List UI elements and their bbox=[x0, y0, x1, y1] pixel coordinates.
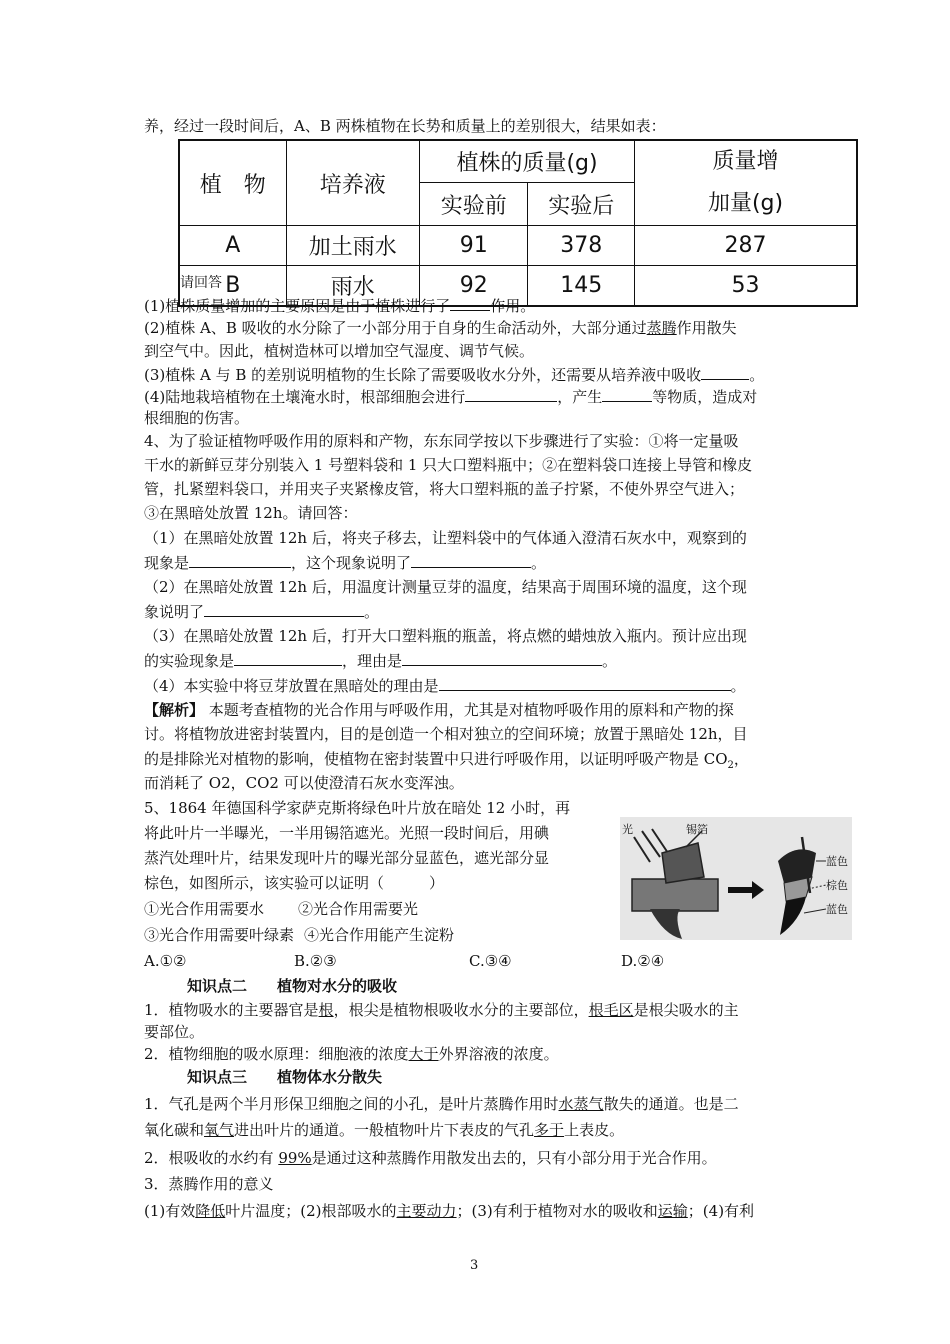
q5-options-row-1: ①光合作用需要水 ②光合作用需要光 bbox=[144, 900, 419, 918]
leaf-experiment-figure bbox=[620, 817, 852, 940]
q4-analysis-3: 的是排除光对植物的影响，使植物在密封装置中只进行呼吸作用，以证明呼吸产物是 $CO_2$， bbox=[144, 750, 749, 771]
q4-analysis-1: 【解析】 本题考查植物的光合作用与呼吸作用，尤其是对植物呼吸作用的原料和产物的探 bbox=[144, 701, 734, 719]
q3-item-2: (2)植株 A、B 吸收的水分除了一小部分用于自身的生命活动外，大部分通过蒸腾作用散失 bbox=[144, 319, 737, 337]
results-table bbox=[178, 139, 858, 307]
cell-plant: B bbox=[179, 266, 286, 306]
fig-label-brown: 棕色 bbox=[826, 879, 848, 892]
cell-medium: 加土雨水 bbox=[286, 226, 419, 266]
header-gain-line2: 加量(g) bbox=[707, 191, 784, 216]
k3-line-1: 1．气孔是两个半月形保卫细胞之间的小孔，是叶片蒸腾作用时水蒸气散失的通道。也是二 bbox=[144, 1095, 739, 1113]
q4-stem-3: 管，扎紧塑料袋口，并用夹子夹紧橡皮管，将大口塑料瓶的盖子拧紧，不使外界空气进入； bbox=[144, 480, 745, 498]
q3-item-3: (3)植株 A 与 B 的差别说明植物的生长除了需要吸收水分外，还需要从培养液中吸收 。 bbox=[144, 366, 765, 384]
q3-item-4: (4)陆地栽培植物在土壤淹水时，根部细胞会进行 ，产生 等物质，造成对 bbox=[144, 388, 758, 406]
k2-line-2: 2．植物细胞的吸水原理：细胞液的浓度大于外界溶液的浓度。 bbox=[144, 1045, 559, 1063]
header-gain-line1: 质量增 bbox=[712, 149, 779, 174]
q4-sub-4: （4）本实验中将豆芽放置在黑暗处的理由是 。 bbox=[144, 677, 746, 695]
table-row bbox=[179, 226, 857, 266]
q5-options-row-2: ③光合作用需要叶绿素 ④光合作用能产生淀粉 bbox=[144, 926, 455, 944]
q5-choice-a: A.①② bbox=[144, 952, 187, 970]
q4-analysis-4: 而消耗了 O2，CO2 可以使澄清石灰水变浑浊。 bbox=[144, 774, 464, 792]
k3-title: 知识点三 植物体水分散失 bbox=[187, 1068, 383, 1086]
q4-sub-2: （2）在黑暗处放置 12h 后，用温度计测量豆芽的温度，结果高于周围环境的温度，这个现 bbox=[144, 578, 747, 596]
fig-label-blue-bottom: 蓝色 bbox=[826, 903, 848, 916]
q3-item-1: (1)植株质量增加的主要原因是由于植株进行了 作用。 bbox=[144, 297, 536, 315]
q5-choice-c: C.③④ bbox=[469, 952, 512, 970]
fig-label-foil: 锡箔 bbox=[686, 823, 708, 836]
q5-choice-b: B.②③ bbox=[294, 952, 337, 970]
header-medium: 培养液 bbox=[286, 140, 419, 226]
q5-stem-2: 将此叶片一半曝光，一半用锡箔遮光。光照一段时间后，用碘 bbox=[144, 824, 550, 842]
k3-line-1-cont: 氧化碳和氧气进出叶片的通道。一般植物叶片下表皮的气孔多于上表皮。 bbox=[144, 1121, 625, 1139]
k3-line-3: 3．蒸腾作用的意义 bbox=[144, 1175, 274, 1193]
cell-after: 378 bbox=[528, 226, 635, 266]
q5-stem-3: 蒸汽处理叶片，结果发现叶片的曝光部分显蓝色，遮光部分显 bbox=[144, 849, 550, 867]
header-after: 实验后 bbox=[528, 183, 635, 226]
leaf-experiment-drawing bbox=[620, 817, 852, 940]
q4-analysis-2: 讨。将植物放进密封装置内，目的是创造一个相对独立的空间环境；放置于黑暗处 12h，目 bbox=[144, 725, 748, 743]
k3-line-2: 2．根吸收的水约有 99%是通过这种蒸腾作用散发出去的，只有小部分用于光合作用。 bbox=[144, 1149, 717, 1167]
cell-before: 91 bbox=[419, 226, 528, 266]
k2-line-1-cont: 要部位。 bbox=[144, 1023, 205, 1041]
cell-after: 145 bbox=[528, 266, 635, 306]
fig-label-light: 光 bbox=[622, 823, 633, 836]
header-mass: 植株的质量(g) bbox=[419, 140, 634, 183]
cell-gain: 287 bbox=[635, 226, 857, 266]
q4-sub-1: （1）在黑暗处放置 12h 后，将夹子移去，让塑料袋中的气体通入澄清石灰水中，观察到的 bbox=[144, 529, 747, 547]
overlap-label: 请回答 bbox=[180, 272, 222, 292]
intro-line: 养，经过一段时间后，A、B 两株植物在长势和质量上的差别很大，结果如表： bbox=[144, 117, 666, 135]
q4-stem-4: ③在黑暗处放置 12h。请回答： bbox=[144, 504, 358, 522]
k2-line-1: 1．植物吸水的主要器官是根，根尖是植物根吸收水分的主要部位，根毛区是根尖吸水的主 bbox=[144, 1001, 739, 1019]
fig-label-blue-top: 蓝色 bbox=[826, 855, 848, 868]
q4-sub-3: （3）在黑暗处放置 12h 后，打开大口塑料瓶的瓶盖，将点燃的蜡烛放入瓶内。预计应出现 bbox=[144, 627, 747, 645]
cell-gain: 53 bbox=[635, 266, 857, 306]
q5-stem-4: 棕色，如图所示，该实验可以证明（ ） bbox=[144, 874, 445, 892]
q5-stem-1: 5、1864 年德国科学家萨克斯将绿色叶片放在暗处 12 小时，再 bbox=[144, 799, 571, 817]
q4-sub-1-cont: 现象是 ，这个现象说明了 。 bbox=[144, 554, 547, 572]
q3-item-2-cont: 到空气中。因此，植树造林可以增加空气湿度、调节气候。 bbox=[144, 342, 535, 360]
q4-sub-2-cont: 象说明了 。 bbox=[144, 603, 380, 621]
cell-plant: A bbox=[179, 226, 286, 266]
header-gain bbox=[635, 140, 857, 226]
cell-before: 92 bbox=[419, 266, 528, 306]
q4-sub-3-cont: 的实验现象是 ，理由是 。 bbox=[144, 652, 618, 670]
header-before: 实验前 bbox=[419, 183, 528, 226]
q4-stem-1: 4、为了验证植物呼吸作用的原料和产物，东东同学按以下步骤进行了实验：①将一定量吸 bbox=[144, 432, 739, 450]
header-plant: 植 物 bbox=[179, 140, 286, 226]
q4-stem-2: 干水的新鲜豆芽分别装入 1 号塑料袋和 1 只大口塑料瓶中；②在塑料袋口连接上导管和橡皮 bbox=[144, 456, 753, 474]
cell-medium: 雨水 bbox=[286, 266, 419, 306]
q5-choice-d: D.②④ bbox=[621, 952, 665, 970]
k2-title: 知识点二 植物对水分的吸收 bbox=[187, 977, 398, 995]
k3-line-4: (1)有效降低叶片温度；(2)根部吸水的主要动力；(3)有利于植物对水的吸收和运输；(4)有利 bbox=[144, 1202, 755, 1220]
page-number: 3 bbox=[470, 1258, 479, 1273]
q3-item-4-cont: 根细胞的伤害。 bbox=[144, 409, 250, 427]
